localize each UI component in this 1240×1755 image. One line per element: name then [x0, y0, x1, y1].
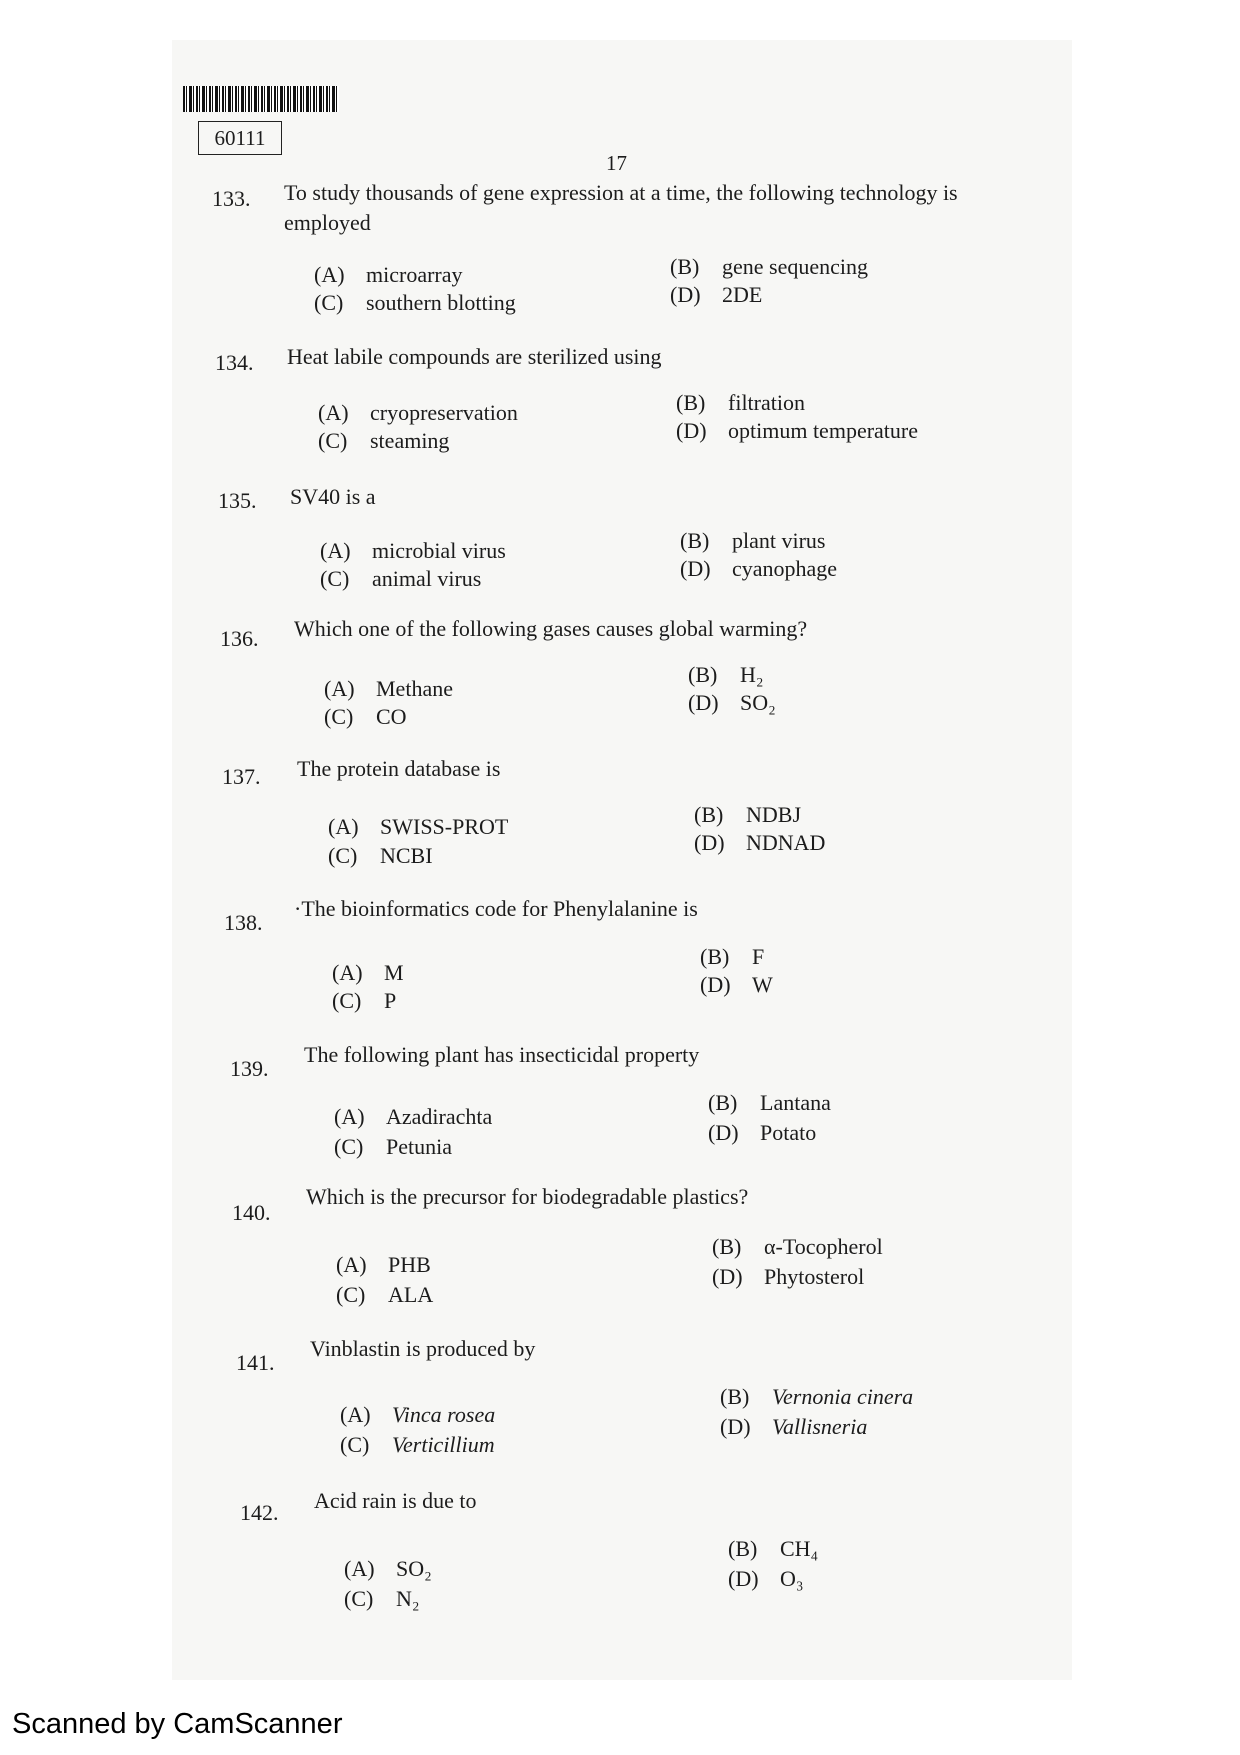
option-text: animal virus	[372, 566, 482, 591]
option-text: CH₄	[780, 1536, 819, 1561]
option-b	[694, 802, 801, 828]
option-tag: (B)	[670, 254, 700, 279]
option-text: microarray	[366, 262, 463, 287]
option-b	[688, 662, 764, 688]
scanner-watermark: Scanned by CamScanner	[12, 1708, 343, 1740]
option-tag: (B)	[708, 1090, 738, 1115]
question-text: To study thousands of gene expression at a time, the following technology is	[284, 180, 958, 205]
option-tag: (B)	[676, 390, 706, 415]
option-text: α-Tocopherol	[764, 1234, 883, 1259]
option-text: optimum temperature	[728, 418, 918, 443]
option-tag: (D)	[720, 1414, 751, 1439]
option-tag: (D)	[708, 1120, 739, 1145]
option-c	[314, 290, 516, 316]
option-tag: (C)	[344, 1586, 374, 1611]
option-text: P	[384, 988, 397, 1013]
option-tag: (C)	[328, 843, 358, 868]
option-tag: (B)	[720, 1384, 750, 1409]
option-tag: (B)	[680, 528, 710, 553]
option-tag: (B)	[694, 802, 724, 827]
option-text: 2DE	[722, 282, 763, 307]
option-text: W	[752, 972, 773, 997]
option-text: Verticillium	[392, 1432, 495, 1457]
option-c	[318, 428, 449, 454]
option-tag: (C)	[320, 566, 350, 591]
option-a	[318, 400, 518, 426]
option-tag: (D)	[670, 282, 701, 307]
question-number: 134.	[215, 350, 254, 375]
option-text: filtration	[728, 390, 805, 415]
option-b	[700, 944, 764, 970]
option-text: F	[752, 944, 765, 969]
option-text: plant virus	[732, 528, 826, 553]
option-a	[320, 538, 506, 564]
option-text: NCBI	[380, 843, 433, 868]
question-text: Which one of the following gases causes global warming?	[294, 616, 808, 641]
option-tag: (D)	[728, 1566, 759, 1591]
option-a	[344, 1556, 432, 1582]
option-tag: (C)	[332, 988, 362, 1013]
paper-code: 60111	[198, 121, 282, 155]
option-d	[700, 972, 773, 998]
option-d	[670, 282, 762, 308]
barcode-icon	[183, 86, 339, 112]
option-tag: (D)	[694, 830, 725, 855]
question-text-continued: employed	[284, 210, 371, 235]
option-tag: (A)	[334, 1104, 365, 1129]
option-tag: (A)	[324, 676, 355, 701]
option-c	[336, 1282, 433, 1308]
option-b	[712, 1234, 883, 1260]
option-tag: (A)	[332, 960, 363, 985]
question-text: SV40 is a	[290, 484, 376, 509]
option-b	[708, 1090, 831, 1116]
scanned-page	[172, 40, 1072, 1680]
question-number: 135.	[218, 488, 257, 513]
option-tag: (A)	[340, 1402, 371, 1427]
option-c	[340, 1432, 495, 1458]
page-number: 17	[606, 151, 627, 175]
option-b	[676, 390, 805, 416]
option-b	[680, 528, 826, 554]
question-number: 138.	[224, 910, 263, 935]
option-text: M	[384, 960, 404, 985]
option-tag: (C)	[324, 704, 354, 729]
option-c	[324, 704, 407, 730]
option-tag: (A)	[318, 400, 349, 425]
option-tag: (C)	[334, 1134, 364, 1159]
option-d	[712, 1264, 864, 1290]
option-text: cyanophage	[732, 556, 838, 581]
option-c	[328, 843, 433, 869]
option-text: Lantana	[760, 1090, 831, 1115]
option-tag: (C)	[340, 1432, 370, 1457]
option-text: ALA	[388, 1282, 434, 1307]
option-tag: (A)	[320, 538, 351, 563]
option-tag: (A)	[314, 262, 345, 287]
option-text: Petunia	[386, 1134, 452, 1159]
option-d	[688, 690, 776, 716]
option-a	[332, 960, 404, 986]
option-a	[340, 1402, 495, 1428]
option-b	[728, 1536, 818, 1562]
option-text: O₃	[780, 1566, 804, 1591]
option-text: SO₂	[396, 1556, 432, 1581]
option-text: NDBJ	[746, 802, 802, 827]
option-tag: (C)	[336, 1282, 366, 1307]
question-number: 142.	[240, 1500, 279, 1525]
option-d	[680, 556, 837, 582]
option-a	[334, 1104, 492, 1130]
option-text: Phytosterol	[764, 1264, 865, 1289]
option-tag: (B)	[700, 944, 730, 969]
question-number: 137.	[222, 764, 261, 789]
question-number: 139.	[230, 1056, 269, 1081]
option-text: cryopreservation	[370, 400, 518, 425]
option-text: SWISS-PROT	[380, 814, 509, 839]
option-tag: (B)	[728, 1536, 758, 1561]
option-text: SO₂	[740, 690, 776, 715]
option-text: Methane	[376, 676, 453, 701]
option-text: NDNAD	[746, 830, 826, 855]
option-text: Azadirachta	[386, 1104, 493, 1129]
option-d	[708, 1120, 816, 1146]
option-text: Vinca rosea	[392, 1402, 496, 1427]
option-tag: (D)	[688, 690, 719, 715]
question-text: ·The bioinformatics code for Phenylalanine is	[294, 896, 698, 921]
option-text: steaming	[370, 428, 450, 453]
option-d	[728, 1566, 804, 1592]
option-text: PHB	[388, 1252, 431, 1277]
question-text: Vinblastin is produced by	[310, 1336, 536, 1361]
question-number: 141.	[236, 1350, 275, 1375]
option-text: Vernonia cinera	[772, 1384, 914, 1409]
option-b	[720, 1384, 913, 1410]
option-c	[320, 566, 481, 592]
option-tag: (B)	[688, 662, 718, 687]
option-tag: (B)	[712, 1234, 742, 1259]
question-text: Acid rain is due to	[314, 1488, 477, 1513]
question-number: 140.	[232, 1200, 271, 1225]
question-text: The protein database is	[297, 756, 501, 781]
option-a	[324, 676, 453, 702]
option-d	[720, 1414, 867, 1440]
option-c	[334, 1134, 452, 1160]
option-b	[670, 254, 868, 280]
option-text: N₂	[396, 1586, 420, 1611]
option-text: gene sequencing	[722, 254, 868, 279]
question-number: 136.	[220, 626, 259, 651]
option-d	[676, 418, 918, 444]
question-text: Heat labile compounds are sterilized using	[287, 344, 662, 369]
option-tag: (D)	[700, 972, 731, 997]
option-tag: (C)	[318, 428, 348, 453]
option-d	[694, 830, 825, 856]
option-c	[344, 1586, 420, 1612]
option-text: microbial virus	[372, 538, 506, 563]
option-tag: (D)	[680, 556, 711, 581]
option-tag: (D)	[676, 418, 707, 443]
option-tag: (A)	[344, 1556, 375, 1581]
option-text: Potato	[760, 1120, 817, 1145]
question-text: Which is the precursor for biodegradable plastics?	[306, 1184, 749, 1209]
option-tag: (A)	[328, 814, 359, 839]
option-text: H₂	[740, 662, 764, 687]
option-text: Vallisneria	[772, 1414, 868, 1439]
option-text: CO	[376, 704, 407, 729]
question-text: The following plant has insecticidal property	[304, 1042, 700, 1067]
question-number: 133.	[212, 186, 251, 211]
option-tag: (A)	[336, 1252, 367, 1277]
option-text: southern blotting	[366, 290, 516, 315]
option-c	[332, 988, 396, 1014]
option-a	[336, 1252, 431, 1278]
option-a	[328, 814, 508, 840]
option-a	[314, 262, 463, 288]
option-tag: (D)	[712, 1264, 743, 1289]
option-tag: (C)	[314, 290, 344, 315]
